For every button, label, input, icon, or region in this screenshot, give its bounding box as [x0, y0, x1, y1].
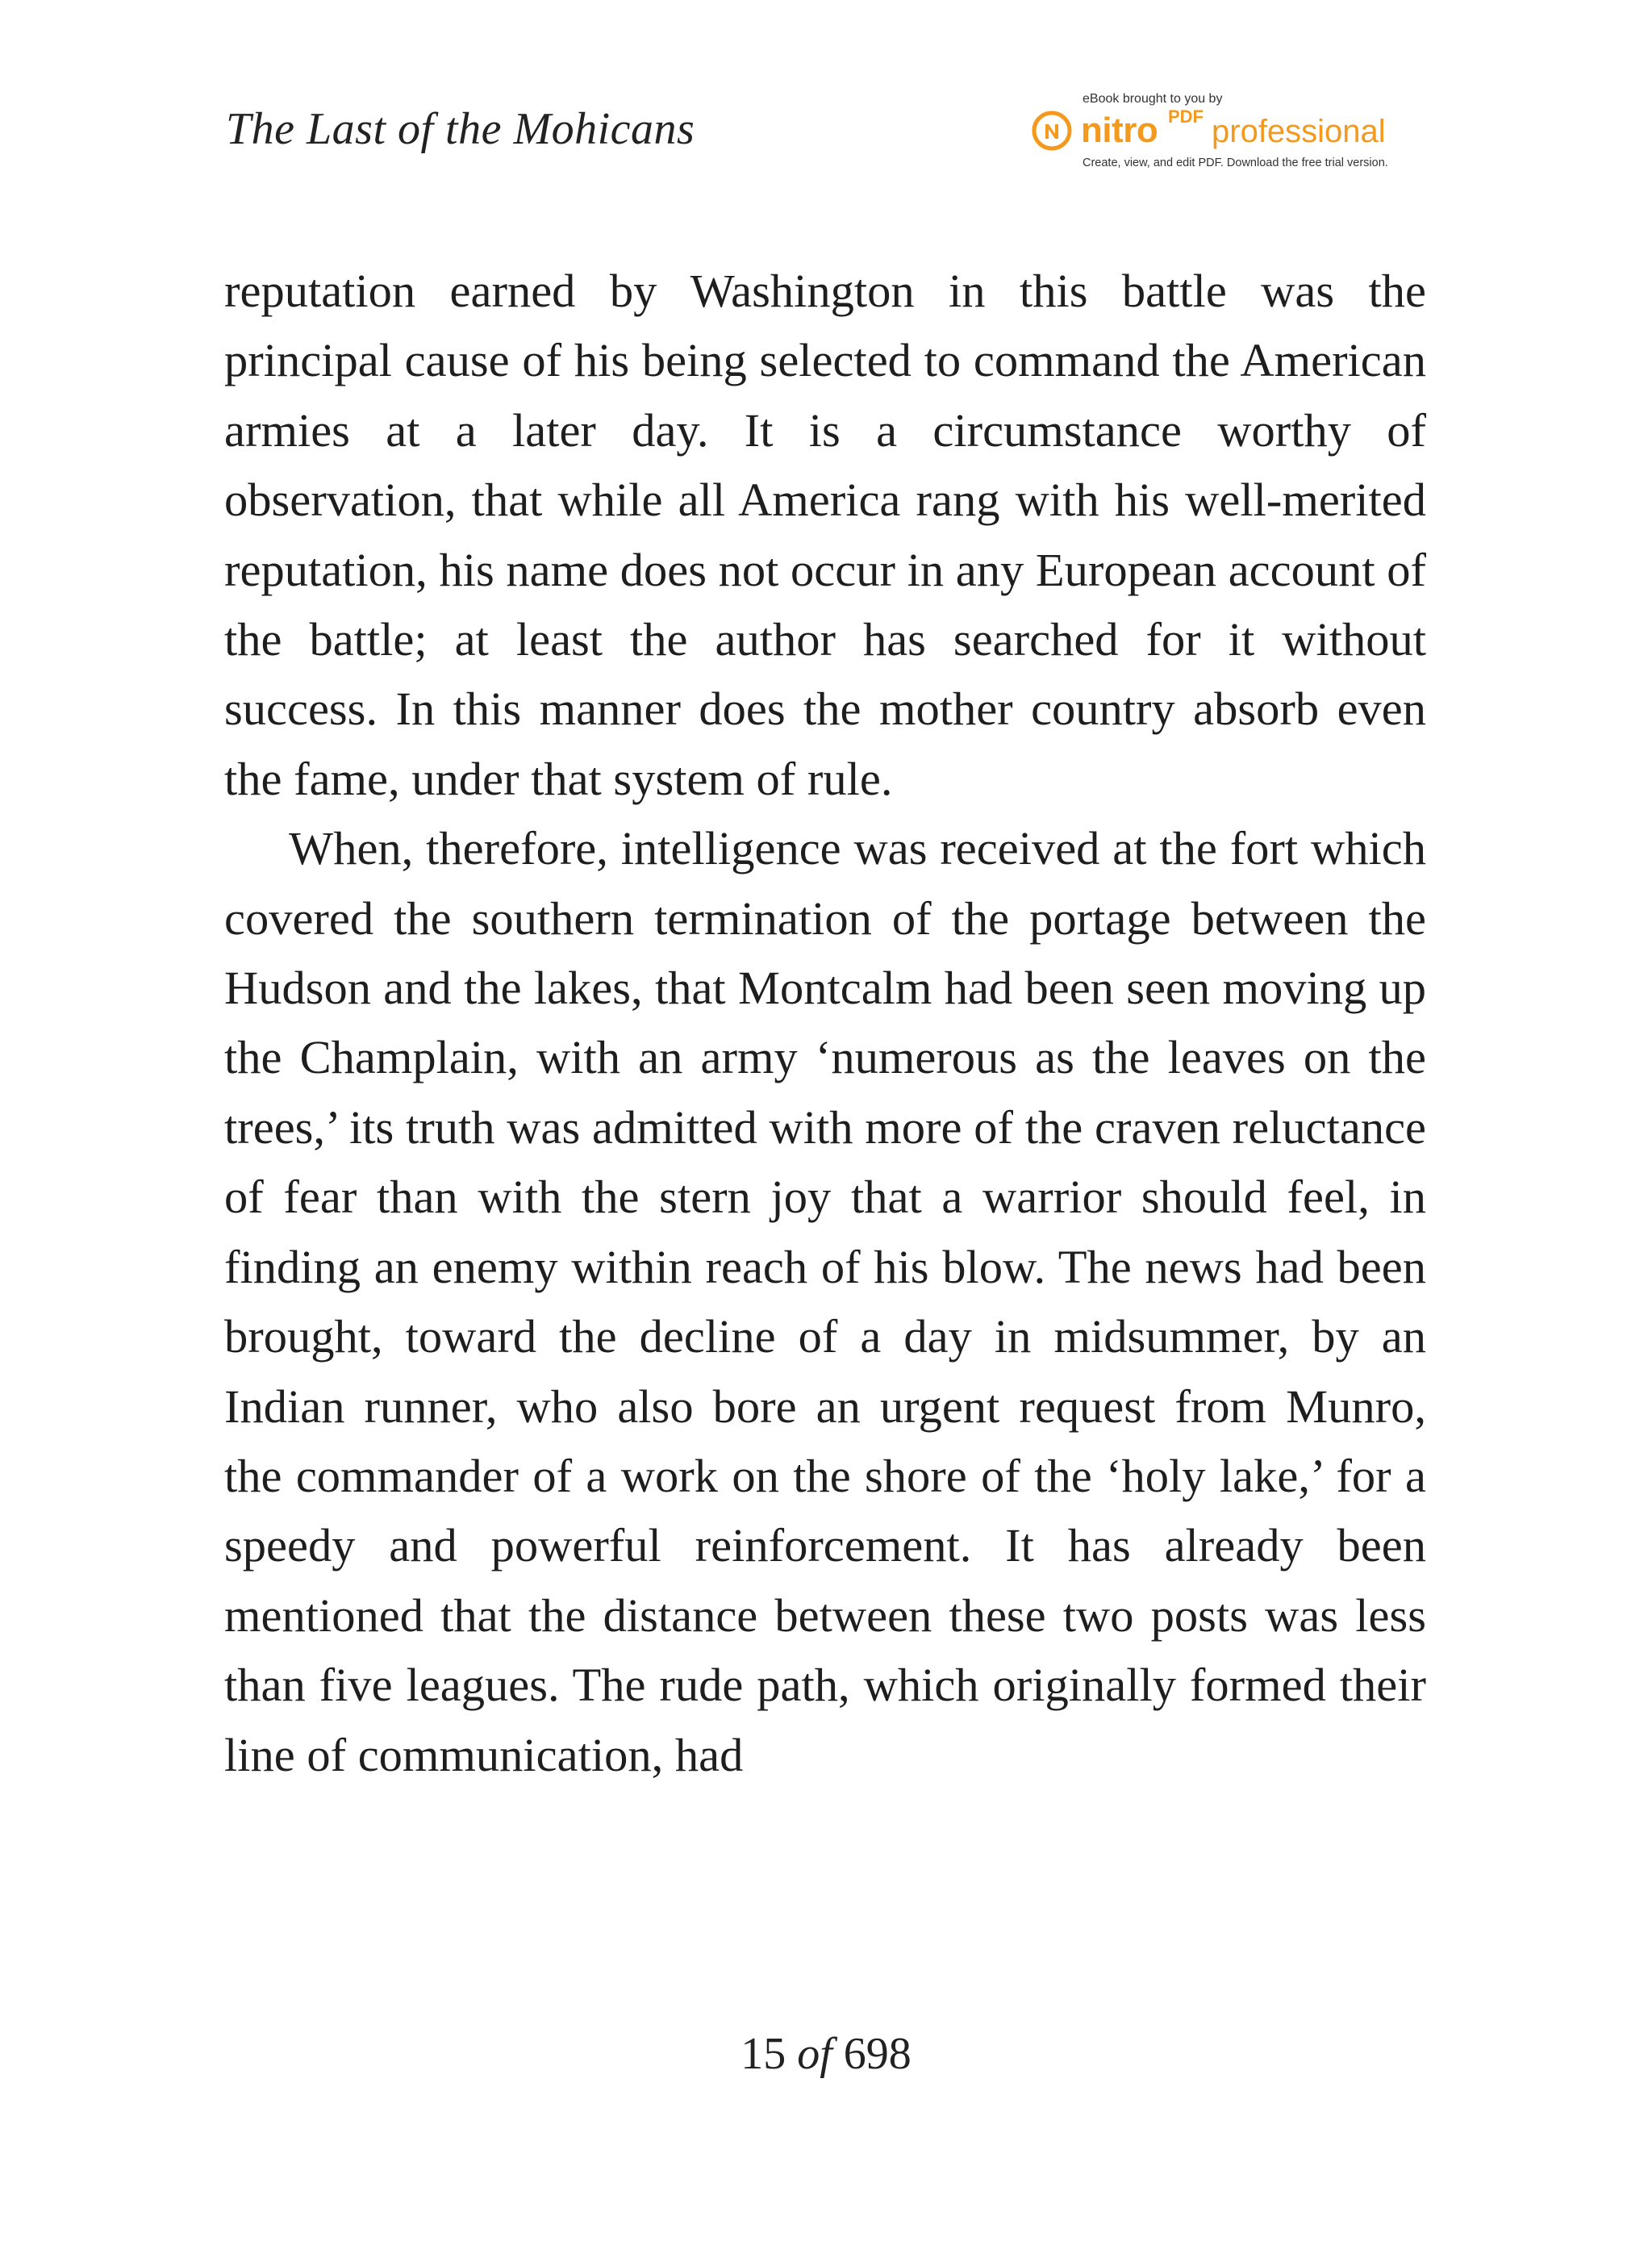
running-title: The Last of the Mohicans — [226, 104, 695, 154]
total-pages: 698 — [843, 2029, 912, 2079]
ad-subline: Create, view, and edit PDF. Download the free trial version. — [1083, 157, 1388, 169]
paragraph: reputation earned by Washington in this battle was the principal cause of his being selected to command the American armies at a later day. It is a circumstance worthy of observation, that while all America rang with his well-merited reputation, his name does not occur in any European account of the battle; at least the author has searched for it without success. In this manner does the mother country absorb even the fame, under that system of rule. — [224, 265, 1426, 805]
ebook-advertisement[interactable] — [1031, 87, 1418, 176]
page-number — [0, 2028, 1652, 2080]
ad-tagline: eBook brought to you by — [1083, 92, 1223, 106]
paragraph: When, therefore, intelligence was received at the fort which covered the southern termination of the portage between the Hudson and the lakes, that Montcalm had been seen moving up the Champlain, with an army ‘numerous as the leaves on the trees,’ its truth was admitted with more of the craven reluctance of fear than with the stern joy that a warrior should feel, in finding an enemy within reach of his blow. The news had been brought, toward the decline of a day in midsummer, by an Indian runner, who also bore an urgent request from Munro, the commander of a work on the shore of the ‘holy lake,’ for a speedy and powerful reinforcement. It has already been mentioned that the distance between these two posts was less than five leagues. The rude path, which originally formed their line of communication, had — [224, 822, 1426, 1781]
ad-product: professional — [1212, 114, 1386, 149]
ad-brand: nitro — [1081, 111, 1158, 150]
ad-brand-superscript: PDF — [1168, 106, 1204, 127]
nitro-logo-icon — [1031, 110, 1073, 152]
of-label: of — [797, 2029, 832, 2079]
body-text — [224, 257, 1426, 1790]
current-page: 15 — [740, 2029, 786, 2079]
